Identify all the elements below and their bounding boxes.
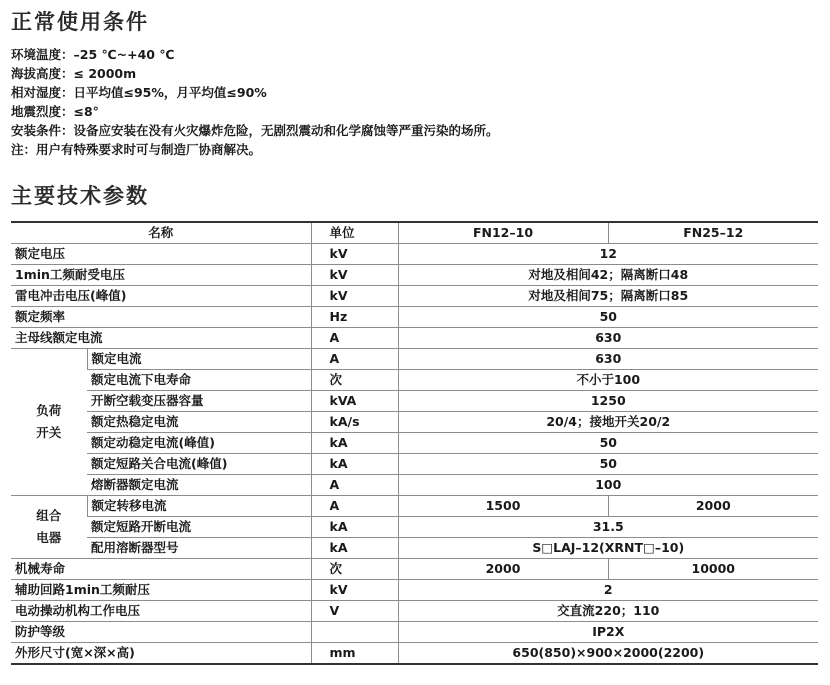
row-value: 100 (398, 475, 818, 496)
row-value: 50 (398, 307, 818, 328)
row-name: 开断空载变压器容量 (87, 391, 311, 412)
condition-altitude: 海拔高度：≤ 2000m (11, 66, 137, 81)
row-unit: kV (311, 580, 398, 601)
row-unit: A (311, 349, 398, 370)
table-row (11, 328, 818, 349)
row-name: 配用溶断器型号 (87, 538, 311, 559)
header-name: 名称 (11, 222, 311, 244)
condition-temperature: 环境温度：–25 ℃~+40 ℃ (11, 47, 175, 62)
row-name: 额定电压 (11, 244, 311, 265)
category-label-line2: 开关 (36, 425, 62, 440)
row-name: 额定短路关合电流(峰值) (87, 454, 311, 475)
row-value-fn25: 10000 (608, 559, 818, 580)
row-value: 50 (398, 433, 818, 454)
category-combo-apparatus (11, 496, 87, 559)
row-unit (311, 622, 398, 643)
row-value: 50 (398, 454, 818, 475)
table-row (11, 265, 818, 286)
row-value: 630 (398, 349, 818, 370)
row-name: 机械寿命 (11, 559, 311, 580)
table-row (11, 349, 818, 370)
condition-note: 注：用户有特殊要求时可与制造厂协商解决。 (11, 142, 262, 157)
row-name: 雷电冲击电压(峰值) (11, 286, 311, 307)
row-unit: kV (311, 244, 398, 265)
category-label-line1: 组合 (36, 508, 62, 523)
table-row (11, 496, 818, 517)
category-label-line1: 负荷 (36, 403, 62, 418)
header-model-fn25: FN25–12 (608, 222, 818, 244)
spec-table (11, 221, 818, 665)
row-value-fn25: 2000 (608, 496, 818, 517)
row-value: 20/4；接地开关20/2 (398, 412, 818, 433)
table-row (11, 517, 818, 538)
table-row (11, 412, 818, 433)
row-name: 外形尺寸(宽×深×高) (11, 643, 311, 665)
row-name: 1min工频耐受电压 (11, 265, 311, 286)
row-name: 额定电流下电寿命 (87, 370, 311, 391)
row-value: 2 (398, 580, 818, 601)
row-name: 辅助回路1min工频耐压 (11, 580, 311, 601)
row-unit: Hz (311, 307, 398, 328)
row-unit: kVA (311, 391, 398, 412)
table-row (11, 622, 818, 643)
row-value: 12 (398, 244, 818, 265)
table-header-row (11, 222, 818, 244)
table-row (11, 307, 818, 328)
row-name: 额定频率 (11, 307, 311, 328)
table-row (11, 244, 818, 265)
row-value: 交直流220；110 (398, 601, 818, 622)
condition-seismic: 地震烈度：≤8° (11, 104, 99, 119)
row-value: IP2X (398, 622, 818, 643)
table-row (11, 538, 818, 559)
row-unit: V (311, 601, 398, 622)
header-unit: 单位 (311, 222, 398, 244)
row-value: 对地及相间42；隔离断口48 (398, 265, 818, 286)
section-title-specs: 主要技术参数 (11, 184, 149, 208)
row-unit: kV (311, 286, 398, 307)
table-row (11, 643, 818, 665)
row-unit: A (311, 328, 398, 349)
row-name: 额定转移电流 (87, 496, 311, 517)
table-row (11, 475, 818, 496)
row-value: 1250 (398, 391, 818, 412)
row-value: 31.5 (398, 517, 818, 538)
table-row (11, 391, 818, 412)
row-unit: kA (311, 517, 398, 538)
row-name: 熔断器额定电流 (87, 475, 311, 496)
row-value: S□LAJ–12(XRNT□–10) (398, 538, 818, 559)
row-unit: kA (311, 433, 398, 454)
row-value: 650(850)×900×2000(2200) (398, 643, 818, 665)
table-row (11, 286, 818, 307)
section-title-conditions: 正常使用条件 (11, 10, 149, 34)
row-name: 额定动稳定电流(峰值) (87, 433, 311, 454)
condition-installation: 安装条件：设备应安装在没有火灾爆炸危险，无剧烈震动和化学腐蚀等严重污染的场所。 (11, 123, 499, 138)
row-unit: kA/s (311, 412, 398, 433)
row-value: 630 (398, 328, 818, 349)
row-unit: kA (311, 538, 398, 559)
table-row (11, 559, 818, 580)
table-row (11, 580, 818, 601)
conditions-list (11, 45, 499, 159)
table-row (11, 601, 818, 622)
row-name: 额定电流 (87, 349, 311, 370)
row-name: 额定短路开断电流 (87, 517, 311, 538)
row-value-fn12: 1500 (398, 496, 608, 517)
table-row (11, 433, 818, 454)
category-load-switch (11, 349, 87, 496)
row-unit: kV (311, 265, 398, 286)
row-name: 主母线额定电流 (11, 328, 311, 349)
row-value: 对地及相间75；隔离断口85 (398, 286, 818, 307)
row-name: 防护等级 (11, 622, 311, 643)
header-model-fn12: FN12–10 (398, 222, 608, 244)
row-name: 额定热稳定电流 (87, 412, 311, 433)
row-unit: A (311, 475, 398, 496)
row-name: 电动操动机构工作电压 (11, 601, 311, 622)
row-unit: A (311, 496, 398, 517)
row-unit: 次 (311, 370, 398, 391)
condition-humidity: 相对湿度：日平均值≤95%，月平均值≤90% (11, 85, 267, 100)
row-unit: mm (311, 643, 398, 665)
table-row (11, 454, 818, 475)
category-label-line2: 电器 (36, 530, 62, 545)
row-value-fn12: 2000 (398, 559, 608, 580)
row-unit: kA (311, 454, 398, 475)
table-row (11, 370, 818, 391)
row-unit: 次 (311, 559, 398, 580)
row-value: 不小于100 (398, 370, 818, 391)
